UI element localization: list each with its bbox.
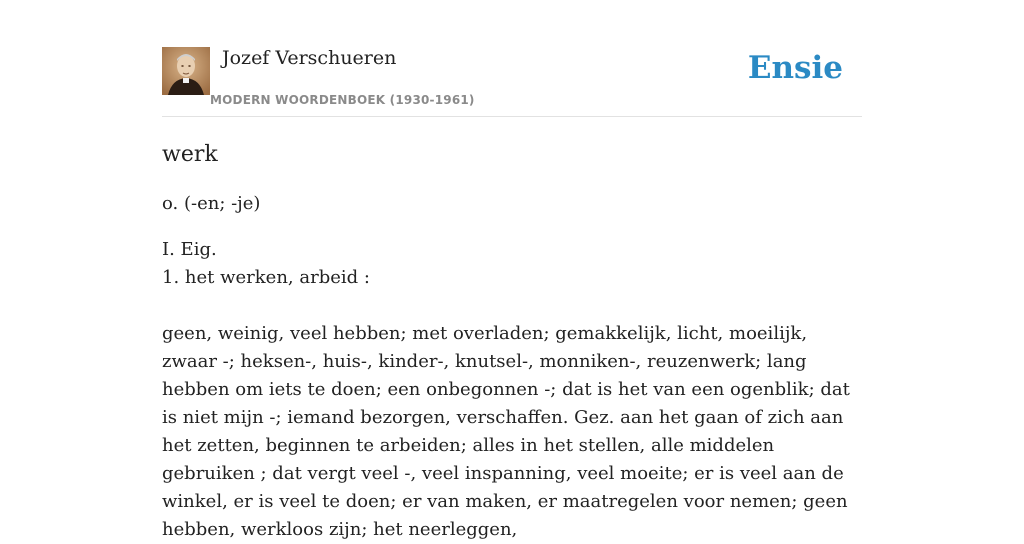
grammar-info: o. (-en; -je) xyxy=(162,193,261,214)
section-label: I. Eig. xyxy=(162,239,217,260)
definition-1: 1. het werken, arbeid : xyxy=(162,267,370,288)
author-name[interactable]: Jozef Verschueren xyxy=(222,47,397,69)
ensie-logo[interactable]: Ensie xyxy=(747,50,843,86)
entry-content xyxy=(162,140,862,544)
page-header xyxy=(162,44,862,117)
author-avatar[interactable] xyxy=(162,47,210,95)
spacer xyxy=(162,292,862,320)
author-portrait-icon xyxy=(162,47,210,95)
definition-body: geen, weinig, veel hebben; met overladen; gemakkelijk, licht, moeilijk, zwaar -; heksen-, huis-, kinder-, knutsel-, monniken-, reuzenwerk; lang hebben om iets te doen; een onbegonnen -; dat is het van een ogenblik; dat is niet mijn -; iemand bezorgen, verschaffen. Gez. aan het gaan of zich aan het zetten, beginnen te arbeiden; alles in het stellen, alle middelen gebruiken ; dat vergt veel -, veel inspanning, veel moeite; er is veel aan de winkel, er is veel te doen; er van maken, er maatregelen voor nemen; geen hebben, werkloos zijn; het neerleggen, xyxy=(162,323,850,540)
work-title[interactable]: MODERN WOORDENBOEK (1930-1961) xyxy=(210,93,475,107)
entry-term: werk xyxy=(162,142,218,167)
